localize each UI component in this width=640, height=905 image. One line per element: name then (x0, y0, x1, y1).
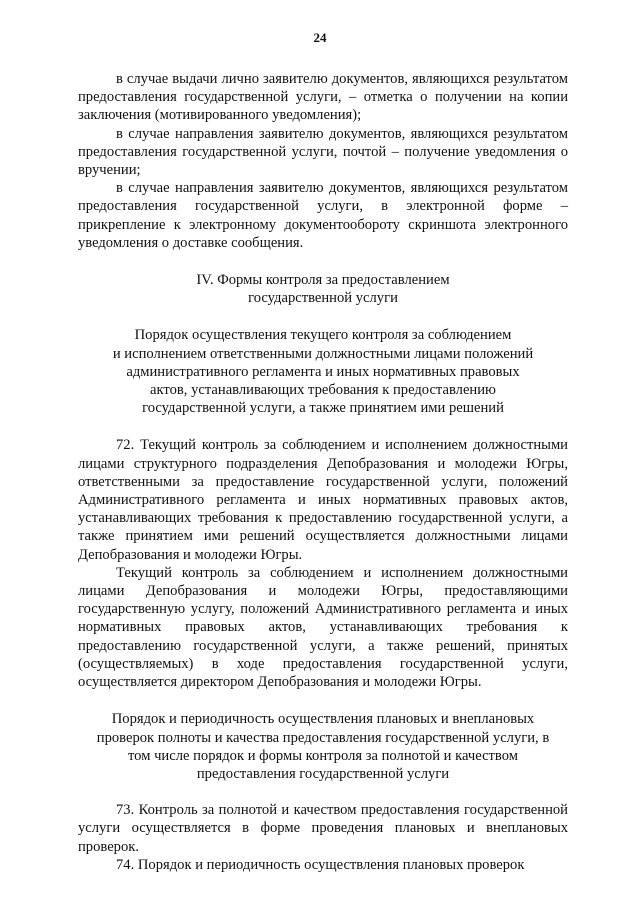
section-heading-line: IV. Формы контроля за предоставлением (196, 272, 450, 289)
paragraph-74: 74. Порядок и периодичность осуществления плановых проверок (116, 856, 525, 873)
subheading-line: проверок полноты и качества предоставления государственной услуги, в (96, 729, 550, 746)
subheading-line: государственной услуги, а также принятием ими решений (142, 400, 504, 417)
subheading-line: актов, устанавливающих требования к предоставлению (150, 382, 496, 399)
paragraph-delivery-electronic: в случае направления заявителю документов, являющихся результатом предоставления государственной услуги, в электронной форме – прикрепление к электронному документообороту скриншота электронного уведомления о доставке сообщения. (78, 180, 568, 251)
paragraph-73: 73. Контроль за полнотой и качеством предоставления государственной услуги осуществляется в форме проведения плановых и внеплановых проверок. (78, 802, 568, 855)
spacer (78, 691, 568, 710)
subheading-line: Порядок и периодичность осуществления плановых и внеплановых (111, 711, 535, 728)
paragraph-72: 72. Текущий контроль за соблюдением и исполнением должностными лицами структурного подразделения Депобразования и молодежи Югры, ответственными за предоставление государственной услуги, положений Административного регламента и иных нормативных правовых актов, устанавливающих требования к предоставлению государственной услуги, а также принятием ими решений осуществляется должностными лицами Депобразования и молодежи Югры. (78, 437, 568, 563)
spacer (78, 417, 568, 436)
page-number: 24 (313, 30, 327, 45)
subheading-inspections (78, 710, 568, 783)
paragraph-72-continued: Текущий контроль за соблюдением и исполнением должностными лицами Депобразования и молодежи Югры, предоставляющими государственную услугу, положений Административного регламента и иных нормативных правовых актов, устанавливающих требования к предоставлению государственной услуги, а также решений, принятых (осуществляемых) в ходе предоставления государственной услуги, осуществляется директором Депобразования и молодежи Югры. (78, 564, 568, 691)
subheading-line: административного регламента и иных нормативных правовых (126, 363, 520, 380)
subheading-line: и исполнением ответственными должностными лицами положений (112, 345, 534, 362)
subheading-line: том числе порядок и формы контроля за полнотой и качеством (128, 747, 518, 764)
spacer (78, 307, 568, 326)
section-heading-line: государственной услуги (248, 290, 398, 307)
paragraph-delivery-in-person: в случае выдачи лично заявителю документов, являющихся результатом предоставления государственной услуги, – отметка о получении на копии заключения (мотивированного уведомления); (78, 71, 568, 124)
subheading-line: Порядок осуществления текущего контроля за соблюдением (134, 327, 512, 344)
section-heading (78, 271, 568, 307)
document-body (78, 70, 568, 874)
subheading-line: предоставления государственной услуги (196, 765, 450, 782)
subheading-current-control (78, 326, 568, 417)
spacer (78, 252, 568, 271)
spacer (78, 783, 568, 801)
paragraph-delivery-by-mail: в случае направления заявителю документов, являющихся результатом предоставления государственной услуги, почтой – получение уведомления о вручении; (78, 125, 568, 179)
